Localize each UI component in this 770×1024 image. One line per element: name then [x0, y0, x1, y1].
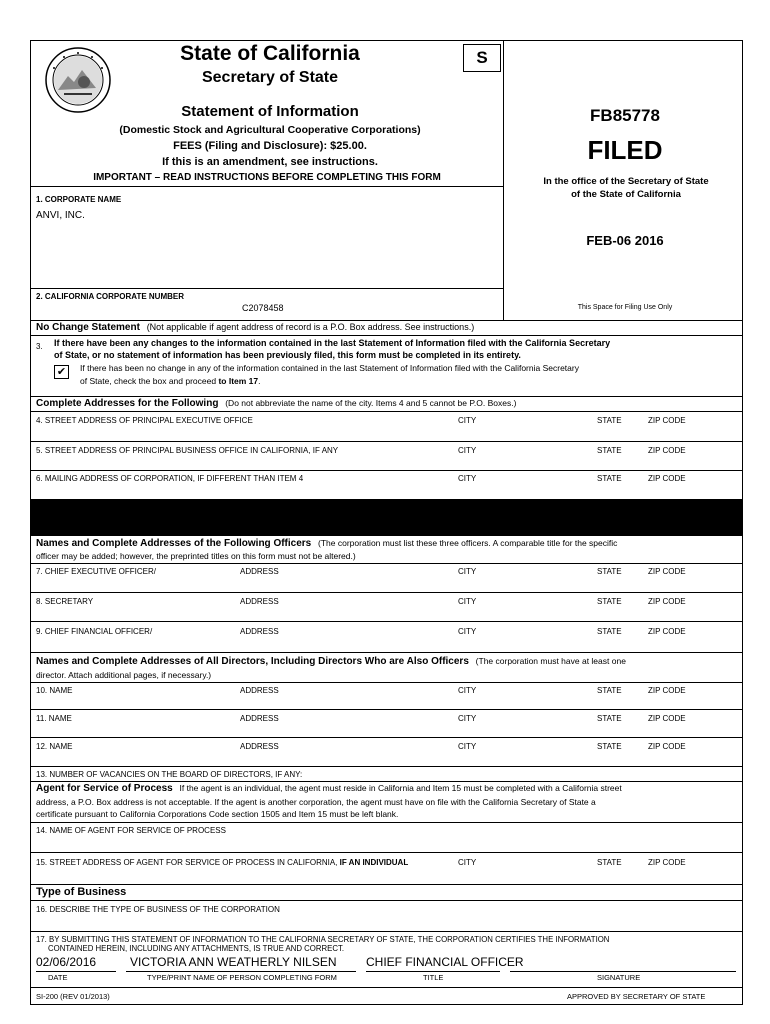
address-row-city: CITY	[458, 416, 477, 425]
amendment-line: If this is an amendment, see instructions.	[162, 156, 378, 168]
corporate-name-label: 1. CORPORATE NAME	[36, 195, 122, 204]
signature-date-value[interactable]: 02/06/2016	[36, 955, 97, 969]
page-subtitle: Secretary of State	[201, 69, 339, 86]
divider	[30, 320, 743, 321]
directors-note: (The corporation must have at least one	[475, 656, 626, 666]
director-row-label: 12. NAME	[36, 742, 73, 751]
director-row-zip: ZIP CODE	[648, 714, 686, 723]
director-row-city: CITY	[458, 714, 477, 723]
divider	[30, 884, 743, 885]
director-row-zip: ZIP CODE	[648, 742, 686, 751]
director-row-label: 10. NAME	[36, 686, 73, 695]
vacancies-field[interactable]: 13. NUMBER OF VACANCIES ON THE BOARD OF DIRECTORS, IF ANY:	[36, 770, 303, 779]
form-id: SI-200 (REV 01/2013)	[36, 992, 110, 1001]
doc-type: (Domestic Stock and Agricultural Cooperative Corporations)	[119, 124, 421, 136]
director-row-address: ADDRESS	[240, 742, 279, 751]
officer-row-address: ADDRESS	[240, 567, 279, 576]
address-row-zip: ZIP CODE	[648, 446, 686, 455]
divider	[30, 470, 743, 471]
fees-line: FEES (Filing and Disclosure): $25.00.	[173, 140, 367, 152]
divider	[30, 852, 743, 853]
officer-row-city: CITY	[458, 597, 477, 606]
directors-heading: Names and Complete Addresses of All Directors, Including Directors Who are Also Officers	[36, 656, 469, 667]
corporate-name-value[interactable]: ANVI, INC.	[36, 210, 85, 221]
officer-row-zip: ZIP CODE	[648, 567, 686, 576]
divider	[30, 441, 743, 442]
director-row-label: 11. NAME	[36, 714, 72, 723]
no-change-heading: No Change Statement	[36, 322, 140, 333]
officer-row-address: ADDRESS	[240, 627, 279, 636]
address-row-state: STATE	[597, 416, 622, 425]
item3-check-line1: If there has been no change in any of the information contained in the last Statement of Information filed with the California Secretary	[80, 363, 579, 373]
divider	[30, 822, 743, 823]
divider	[30, 781, 743, 782]
divider	[30, 737, 743, 738]
director-row-address: ADDRESS	[240, 714, 279, 723]
signature-line	[126, 971, 356, 972]
signature-name-value[interactable]: VICTORIA ANN WEATHERLY NILSEN	[130, 955, 337, 969]
signature-line	[510, 971, 736, 972]
item3-line2: of State, or no statement of information has been previously filed, this form must be completed in its entirety.	[54, 350, 521, 360]
officer-row-city: CITY	[458, 567, 477, 576]
officer-row-zip: ZIP CODE	[648, 627, 686, 636]
address-row-label: 4. STREET ADDRESS OF PRINCIPAL EXECUTIVE OFFICE	[36, 416, 253, 425]
divider	[30, 186, 503, 187]
director-row-city: CITY	[458, 742, 477, 751]
officer-row-state: STATE	[597, 597, 622, 606]
director-row-zip: ZIP CODE	[648, 686, 686, 695]
business-heading: Type of Business	[36, 886, 127, 898]
divider	[30, 652, 743, 653]
item3-check-line2: of State, check the box and proceed to Item 17.	[80, 376, 261, 386]
check-icon: ✔	[56, 366, 67, 378]
filing-date: FEB-06 2016	[586, 233, 664, 248]
filing-space-note: This Space for Filing Use Only	[577, 304, 673, 311]
divider	[30, 766, 743, 767]
divider	[30, 592, 743, 593]
signature-line	[366, 971, 500, 972]
officers-heading: Names and Complete Addresses of the Following Officers	[36, 538, 312, 549]
officer-row-address: ADDRESS	[240, 597, 279, 606]
officers-note: (The corporation must list these three officers. A comparable title for the specific	[318, 538, 618, 548]
divider	[30, 563, 743, 564]
officer-row-state: STATE	[597, 627, 622, 636]
no-change-note: (Not applicable if agent address of record is a P.O. Box address. See instructions.)	[146, 322, 475, 332]
item3-line1: If there have been any changes to the information contained in the last Statement of Information filed with the California Secretary	[54, 338, 611, 348]
director-row-city: CITY	[458, 686, 477, 695]
address-row-label: 5. STREET ADDRESS OF PRINCIPAL BUSINESS OFFICE IN CALIFORNIA, IF ANY	[36, 446, 339, 455]
agent-name-field[interactable]: 14. NAME OF AGENT FOR SERVICE OF PROCESS	[36, 826, 226, 835]
divider	[30, 709, 743, 710]
addresses-heading: Complete Addresses for the Following	[36, 398, 219, 409]
divider	[30, 621, 743, 622]
director-row-state: STATE	[597, 742, 622, 751]
item3-number: 3.	[36, 342, 43, 351]
important-line: IMPORTANT – READ INSTRUCTIONS BEFORE COMPLETING THIS FORM	[93, 172, 441, 183]
officer-row-zip: ZIP CODE	[648, 597, 686, 606]
signature-line	[36, 971, 116, 972]
address-row-label: 6. MAILING ADDRESS OF CORPORATION, IF DIFFERENT THAN ITEM 4	[36, 474, 304, 483]
name-label: TYPE/PRINT NAME OF PERSON COMPLETING FORM	[147, 973, 337, 982]
addresses-note: (Do not abbreviate the name of the city. Items 4 and 5 cannot be P.O. Boxes.)	[225, 398, 517, 408]
officer-row-label: 7. CHIEF EXECUTIVE OFFICER/	[36, 567, 157, 576]
officer-row-label: 8. SECRETARY	[36, 597, 94, 606]
filing-status: FILED	[587, 135, 663, 165]
director-row-state: STATE	[597, 714, 622, 723]
director-row-address: ADDRESS	[240, 686, 279, 695]
state-seal	[44, 46, 112, 114]
agent-text-3: certificate pursuant to California Corporations Code section 1505 and Item 15 must be left blank.	[36, 809, 399, 819]
divider	[30, 411, 743, 412]
address-row-zip: ZIP CODE	[648, 416, 686, 425]
approved-note: APPROVED BY SECRETARY OF STATE	[567, 992, 706, 1001]
officer-row-city: CITY	[458, 627, 477, 636]
certify-line-2: CONTAINED HEREIN, INCLUDING ANY ATTACHMENTS, IS TRUE AND CORRECT.	[48, 944, 345, 953]
signature-title-value[interactable]: CHIEF FINANCIAL OFFICER	[366, 955, 524, 969]
signature-label: SIGNATURE	[597, 973, 641, 982]
officer-row-label: 9. CHIEF FINANCIAL OFFICER/	[36, 627, 153, 636]
filing-office-2: of the State of California	[571, 189, 681, 200]
officers-note-2: officer may be added; however, the preprinted titles on this form must not be altered.)	[36, 551, 356, 561]
divider	[30, 900, 743, 901]
page-title: State of California	[180, 42, 360, 65]
filing-number: FB85778	[590, 106, 660, 125]
item3-check-line2a: of State, check the box and proceed	[80, 376, 219, 386]
date-label: DATE	[48, 973, 68, 982]
divider	[30, 396, 743, 397]
agent-text-2: address, a P.O. Box address is not acceptable. If the agent is another corporation, the agent must have on file with the California Secretary of State a	[36, 797, 596, 807]
title-label: TITLE	[423, 973, 444, 982]
address-row-zip: ZIP CODE	[648, 474, 686, 483]
corporate-number-value[interactable]: C2078458	[242, 303, 284, 313]
doc-title: Statement of Information	[181, 103, 359, 120]
business-type-field[interactable]: 16. DESCRIBE THE TYPE OF BUSINESS OF THE CORPORATION	[36, 905, 280, 914]
agent-title	[36, 783, 622, 794]
certify-line-1: 17. BY SUBMITTING THIS STATEMENT OF INFORMATION TO THE CALIFORNIA SECRETARY OF STATE, THE CORPORATION CERTIFIES THE INFORMATION	[36, 935, 610, 944]
divider	[503, 40, 504, 320]
agent-text-1: If the agent is an individual, the agent must reside in California and Item 15 must be completed with a California street	[179, 783, 622, 793]
directors-note-2: director. Attach additional pages, if necessary.)	[36, 670, 212, 680]
officer-row-state: STATE	[597, 567, 622, 576]
filing-office-1: In the office of the Secretary of State	[543, 176, 709, 187]
divider	[30, 931, 743, 932]
address-row-state: STATE	[597, 446, 622, 455]
divider	[30, 987, 743, 988]
corporate-number-label: 2. CALIFORNIA CORPORATE NUMBER	[36, 292, 184, 301]
agent-address-label-bold: IF AN INDIVIDUAL	[339, 858, 409, 867]
divider	[30, 682, 743, 683]
agent-city: CITY	[458, 858, 477, 867]
address-row-city: CITY	[458, 474, 477, 483]
director-row-state: STATE	[597, 686, 622, 695]
addresses-title	[36, 398, 516, 409]
directors-title	[36, 656, 626, 667]
no-change-checkbox[interactable]	[54, 365, 69, 379]
agent-state: STATE	[597, 858, 622, 867]
business-title	[36, 886, 126, 898]
agent-address-label-text: 15. STREET ADDRESS OF AGENT FOR SERVICE OF PROCESS IN CALIFORNIA,	[36, 858, 340, 867]
no-change-title	[36, 322, 474, 333]
item3-check-line2b: to Item 17	[218, 376, 259, 386]
s-box	[463, 44, 501, 72]
agent-address-label	[36, 858, 408, 867]
redaction-bar	[30, 499, 743, 536]
divider	[30, 335, 743, 336]
agent-zip: ZIP CODE	[648, 858, 686, 867]
address-row-city: CITY	[458, 446, 477, 455]
divider	[30, 288, 503, 289]
officers-title	[36, 538, 617, 549]
agent-heading: Agent for Service of Process	[36, 783, 173, 794]
address-row-state: STATE	[597, 474, 622, 483]
s-box-label: S	[476, 48, 488, 67]
